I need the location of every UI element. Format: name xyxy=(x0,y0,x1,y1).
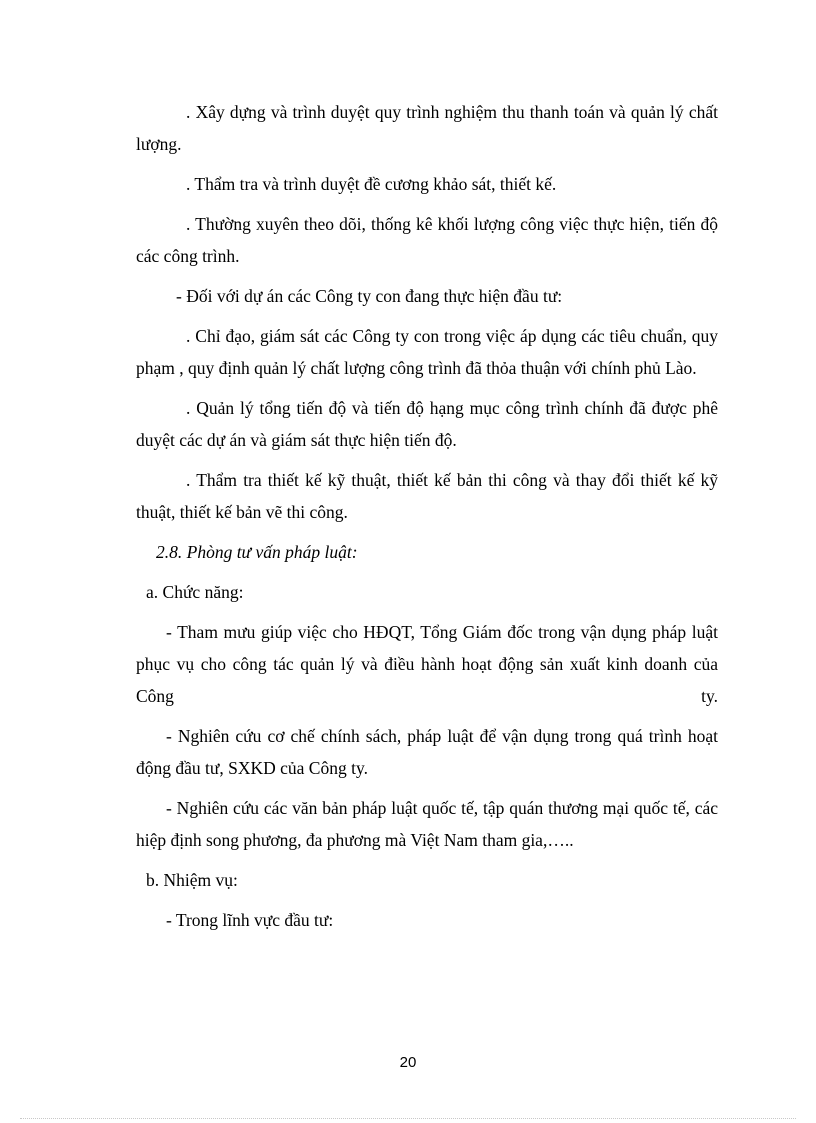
paragraph-design-review: . Thẩm tra thiết kế kỹ thuật, thiết kế bản thi công và thay đổi thiết kế kỹ thuật, thiết kế bản vẽ thi công. xyxy=(136,470,718,522)
paragraph-subsidiary-projects: - Đối với dự án các Công ty con đang thực hiện đầu tư: xyxy=(176,286,563,306)
paragraph-legal-advisory: - Tham mưu giúp việc cho HĐQT, Tổng Giám đốc trong vận dụng pháp luật phục vụ cho công tác quản lý và điều hành hoạt động sản xuất kinh doanh của Công ty. xyxy=(136,622,718,706)
section-heading-legal-department: 2.8. Phòng tư vấn pháp luật: xyxy=(156,542,358,562)
page-border-dotted xyxy=(20,1118,796,1119)
paragraph-policy-research: - Nghiên cứu cơ chế chính sách, pháp luật để vận dụng trong quá trình hoạt động đầu tư, SXKD của Công ty. xyxy=(136,726,718,778)
paragraph-survey-outline: . Thẩm tra và trình duyệt đề cương khảo sát, thiết kế. xyxy=(186,174,557,194)
page-number: 20 xyxy=(399,1054,417,1071)
paragraph-acceptance-procedure: . Xây dựng và trình duyệt quy trình nghiệm thu thanh toán và quản lý chất lượng. xyxy=(136,102,718,154)
subheading-functions: a. Chức năng: xyxy=(146,582,244,602)
paragraph-schedule-management: . Quản lý tổng tiến độ và tiến độ hạng mục công trình chính đã được phê duyệt các dự án và giám sát thực hiện tiến độ. xyxy=(136,398,718,450)
paragraph-progress-monitoring: . Thường xuyên theo dõi, thống kê khối lượng công việc thực hiện, tiến độ các công trình. xyxy=(136,214,718,266)
paragraph-international-law: - Nghiên cứu các văn bản pháp luật quốc tế, tập quán thương mại quốc tế, các hiệp định song phương, đa phương mà Việt Nam tham gia,….. xyxy=(136,798,718,850)
paragraph-investment-field: - Trong lĩnh vực đầu tư: xyxy=(166,910,334,930)
subheading-duties: b. Nhiệm vụ: xyxy=(146,870,238,890)
paragraph-quality-supervision: . Chỉ đạo, giám sát các Công ty con trong việc áp dụng các tiêu chuẩn, quy phạm , quy định quản lý chất lượng công trình đã thỏa thuận với chính phủ Lào. xyxy=(136,326,718,378)
body-text xyxy=(136,96,718,944)
